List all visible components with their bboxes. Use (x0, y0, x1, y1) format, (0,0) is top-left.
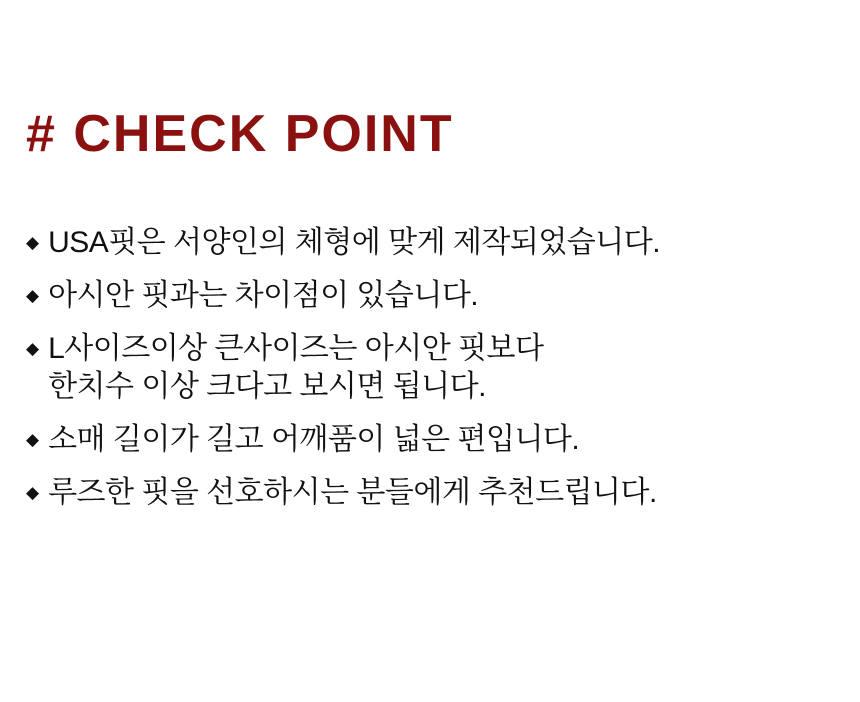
checkpoint-text: 아시안 핏과는 차이점이 있습니다. (48, 279, 479, 312)
checkpoint-item (26, 474, 860, 512)
checkpoint-item (26, 224, 860, 262)
checkpoint-text: USA핏은 서양인의 체형에 맞게 제작되었습니다. (48, 226, 661, 259)
checkpoint-text: 루즈한 핏을 선호하시는 분들에게 추천드립니다. (48, 476, 657, 509)
diamond-bullet-icon: ◆ (26, 483, 40, 502)
diamond-bullet-icon: ◆ (26, 430, 40, 449)
checkpoint-item (26, 330, 860, 406)
check-point-heading: # CHECK POINT (26, 105, 454, 163)
checkpoint-list (0, 224, 860, 512)
checkpoint-item (26, 277, 860, 315)
diamond-bullet-icon: ◆ (26, 233, 40, 252)
checkpoint-item (26, 421, 860, 459)
checkpoint-text: 소매 길이가 길고 어깨품이 넓은 편입니다. (48, 423, 580, 456)
diamond-bullet-icon: ◆ (26, 286, 40, 305)
checkpoint-text: L사이즈이상 큰사이즈는 아시안 핏보다 한치수 이상 크다고 보시면 됩니다. (48, 332, 544, 403)
diamond-bullet-icon: ◆ (26, 339, 40, 358)
